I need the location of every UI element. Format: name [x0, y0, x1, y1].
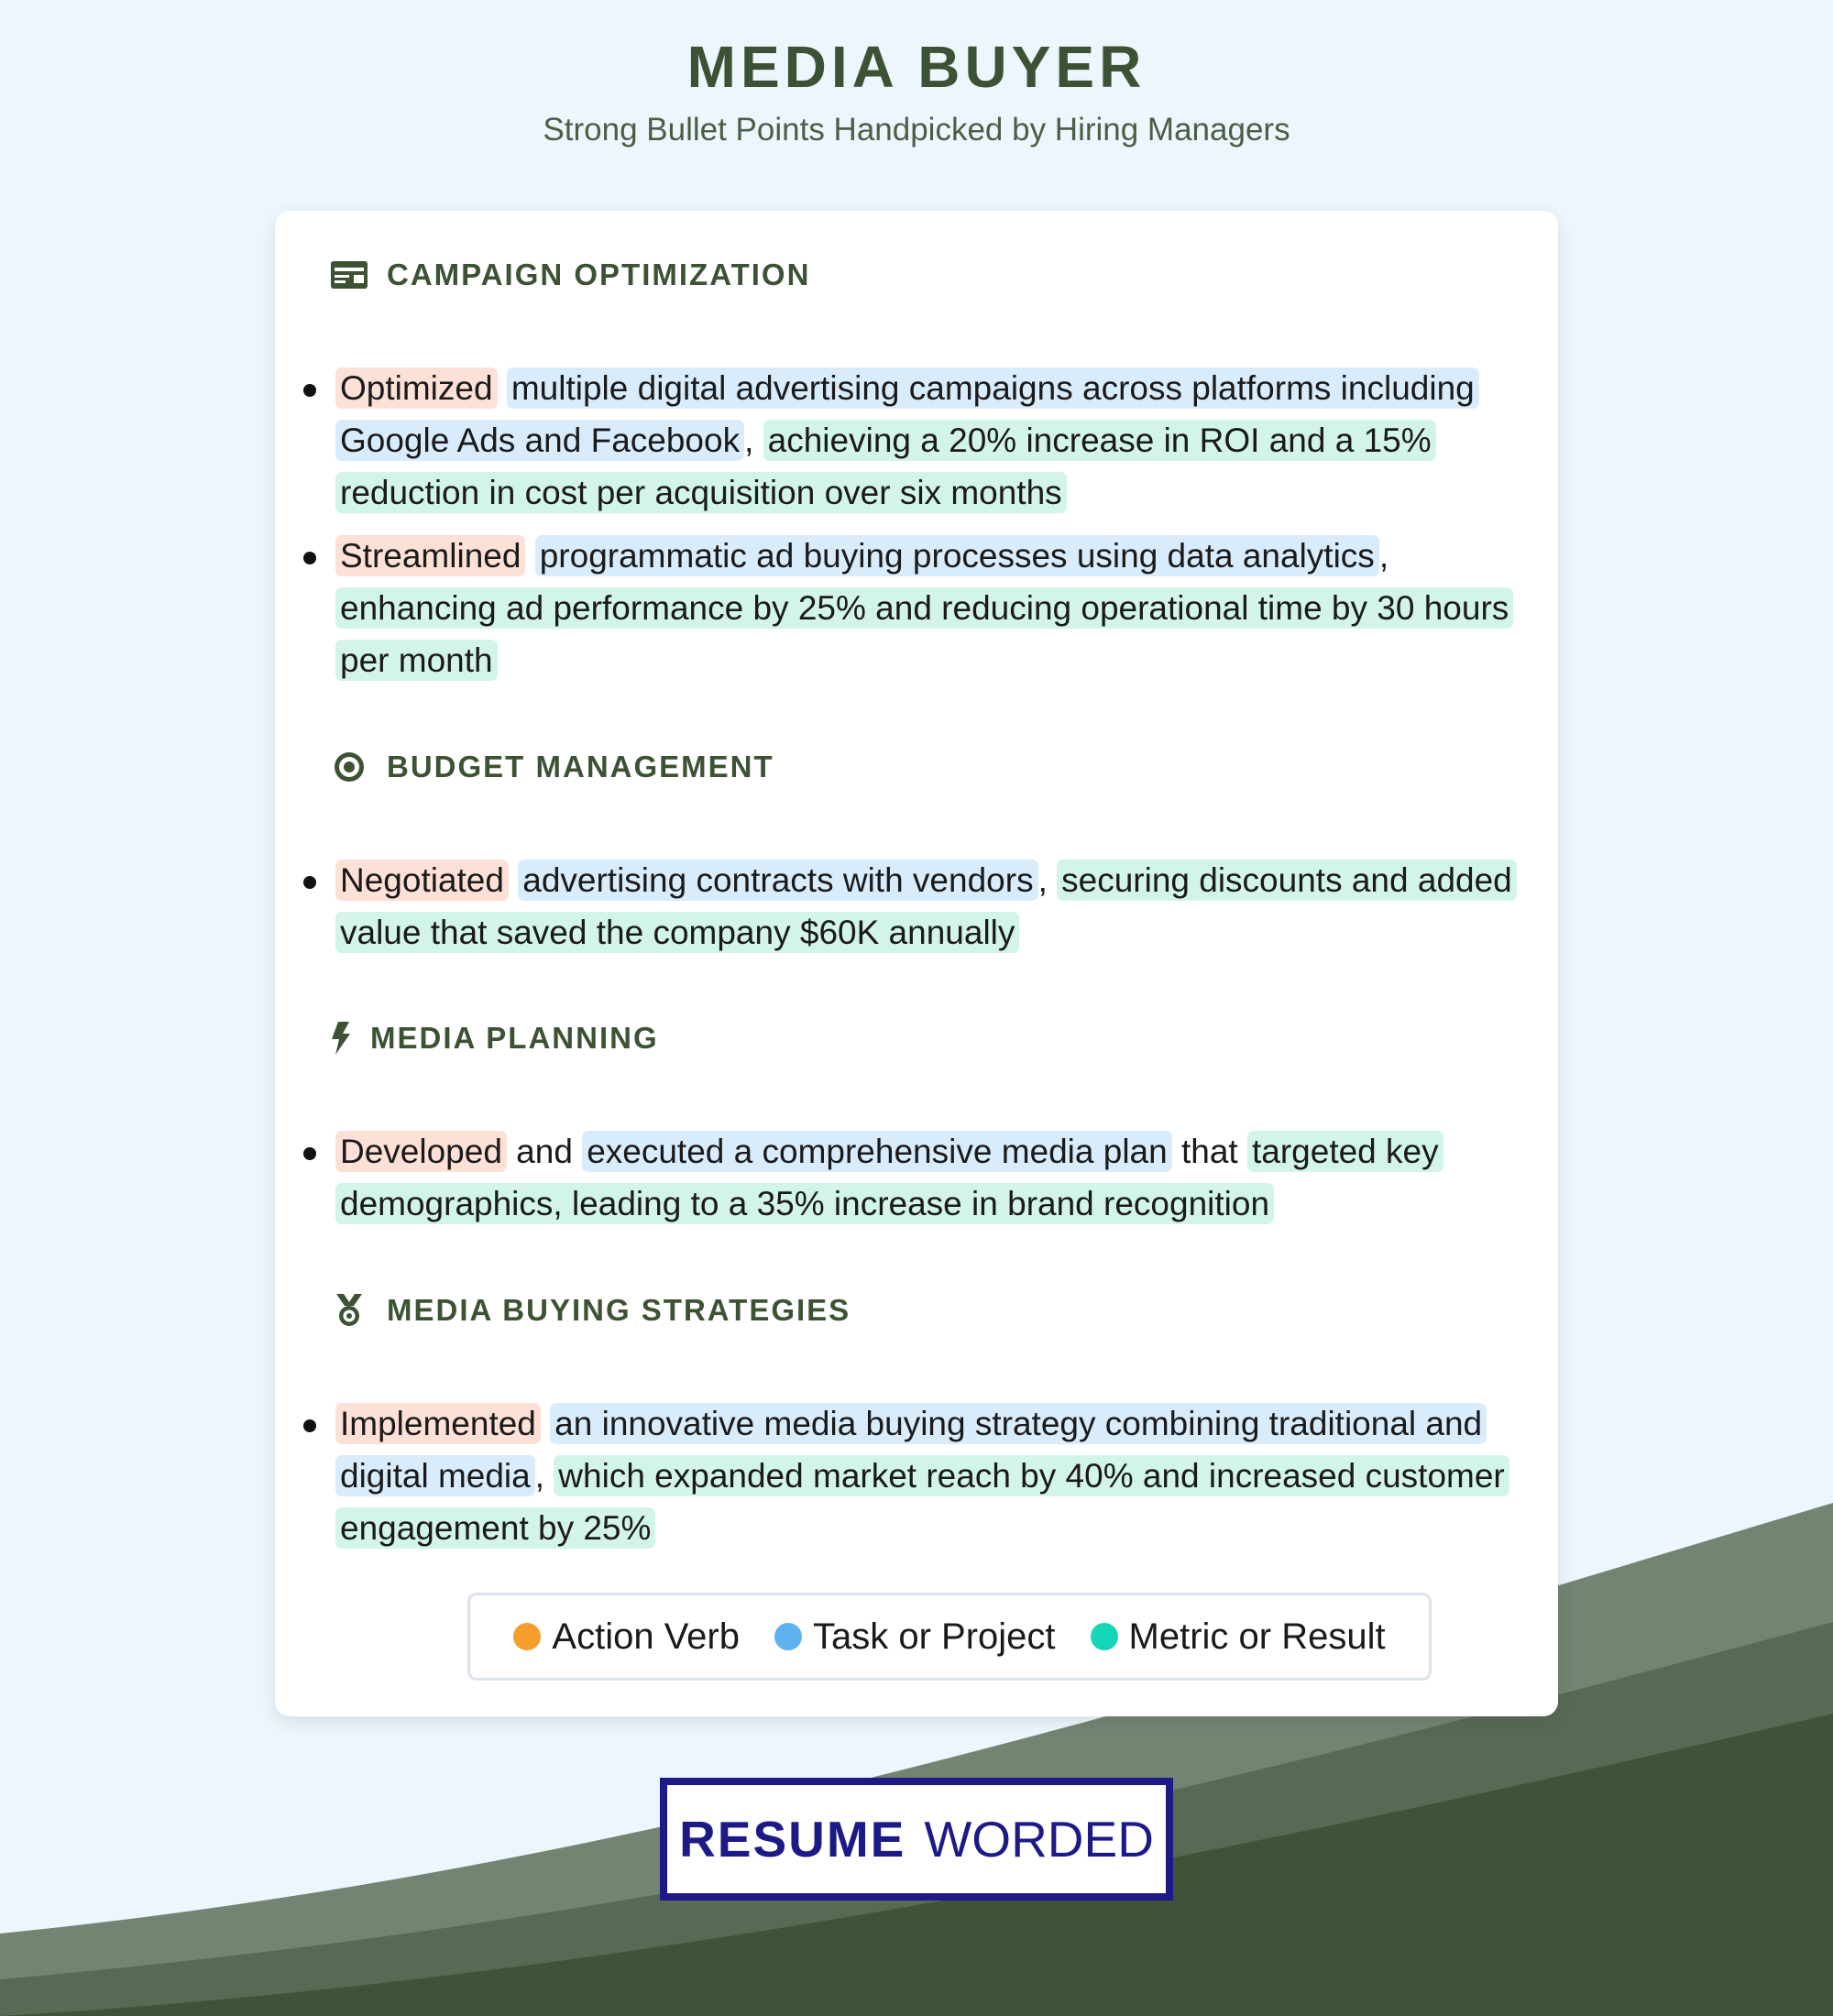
action-verb: Streamlined: [335, 535, 525, 576]
orange-dot-icon: [513, 1623, 541, 1650]
connector-text: and: [506, 1133, 583, 1170]
connector-text: [509, 861, 518, 899]
task-or-project: an innovative media buying strategy combining traditional and digital media: [335, 1403, 1487, 1496]
blue-dot-icon: [774, 1623, 802, 1650]
section-header: [330, 1015, 659, 1061]
section-title: CAMPAIGN OPTIMIZATION: [387, 257, 811, 291]
legend-item-metric-or-result: [1091, 1616, 1386, 1658]
action-verb: Optimized: [335, 367, 498, 409]
medal-icon: [330, 1291, 368, 1330]
bullet-points-card: [275, 211, 1558, 1716]
task-or-project: multiple digital advertising campaigns across platforms including Google Ads and Facebook: [335, 367, 1479, 461]
metric-or-result: which expanded market reach by 40% and increased customer engagement by 25%: [335, 1455, 1509, 1549]
metric-or-result: achieving a 20% increase in ROI and a 15% reduction in cost per acquisition over six months: [335, 420, 1436, 513]
brand-bold-text: RESUME: [679, 1811, 906, 1868]
lightning-bolt-icon: [330, 1019, 352, 1057]
task-or-project: executed a comprehensive media plan: [582, 1131, 1172, 1172]
id-card-icon: [330, 256, 368, 294]
bullet-item: [275, 530, 1558, 686]
connector-text: [498, 369, 507, 407]
connector-text: that: [1171, 1133, 1247, 1170]
resume-worded-logo: [660, 1778, 1173, 1901]
legend-item-task-or-project: [774, 1616, 1056, 1658]
page-subtitle: Strong Bullet Points Handpicked by Hiring Managers: [543, 112, 1290, 148]
bullet-list: [275, 1397, 1558, 1565]
connector-text: ,: [1378, 537, 1389, 575]
legend-label: Action Verb: [552, 1616, 740, 1657]
connector-text: ,: [534, 1457, 554, 1495]
bullet-list: [275, 1125, 1558, 1241]
bullet-item: [275, 854, 1558, 959]
bullet-item: [275, 1125, 1558, 1230]
bullet-item: [275, 1397, 1558, 1554]
teal-dot-icon: [1091, 1623, 1118, 1650]
connector-text: [525, 537, 534, 575]
section-title: BUDGET MANAGEMENT: [387, 750, 774, 783]
metric-or-result: targeted key demographics, leading to a 35% increase in brand recognition: [335, 1131, 1443, 1224]
metric-or-result: enhancing ad performance by 25% and reducing operational time by 30 hours per month: [335, 587, 1513, 681]
bullet-list: [275, 362, 1558, 697]
task-or-project: programmatic ad buying processes using data analytics: [535, 535, 1379, 576]
action-verb: Developed: [335, 1131, 507, 1172]
action-verb: Implemented: [335, 1403, 541, 1444]
task-or-project: advertising contracts with vendors: [518, 860, 1037, 901]
section-title: MEDIA PLANNING: [370, 1021, 659, 1055]
section-header: [330, 252, 810, 298]
section-title: MEDIA BUYING STRATEGIES: [387, 1293, 851, 1327]
legend-item-action-verb: [513, 1616, 740, 1658]
bullet-item: [275, 362, 1558, 519]
connector-text: ,: [1037, 861, 1058, 899]
connector-text: [541, 1405, 550, 1442]
target-circle-icon: [330, 748, 368, 786]
section-header: [330, 744, 774, 790]
brand-light-text: WORDED: [924, 1811, 1154, 1868]
action-verb: Negotiated: [335, 860, 509, 901]
legend-label: Task or Project: [812, 1616, 1056, 1657]
legend-label: Metric or Result: [1128, 1616, 1386, 1657]
page-title: MEDIA BUYER: [686, 34, 1147, 100]
metric-or-result: securing discounts and added value that saved the company $60K annually: [335, 860, 1517, 953]
legend: [467, 1593, 1432, 1681]
connector-text: ,: [744, 422, 763, 459]
section-header: [330, 1287, 851, 1333]
bullet-list: [275, 854, 1558, 970]
